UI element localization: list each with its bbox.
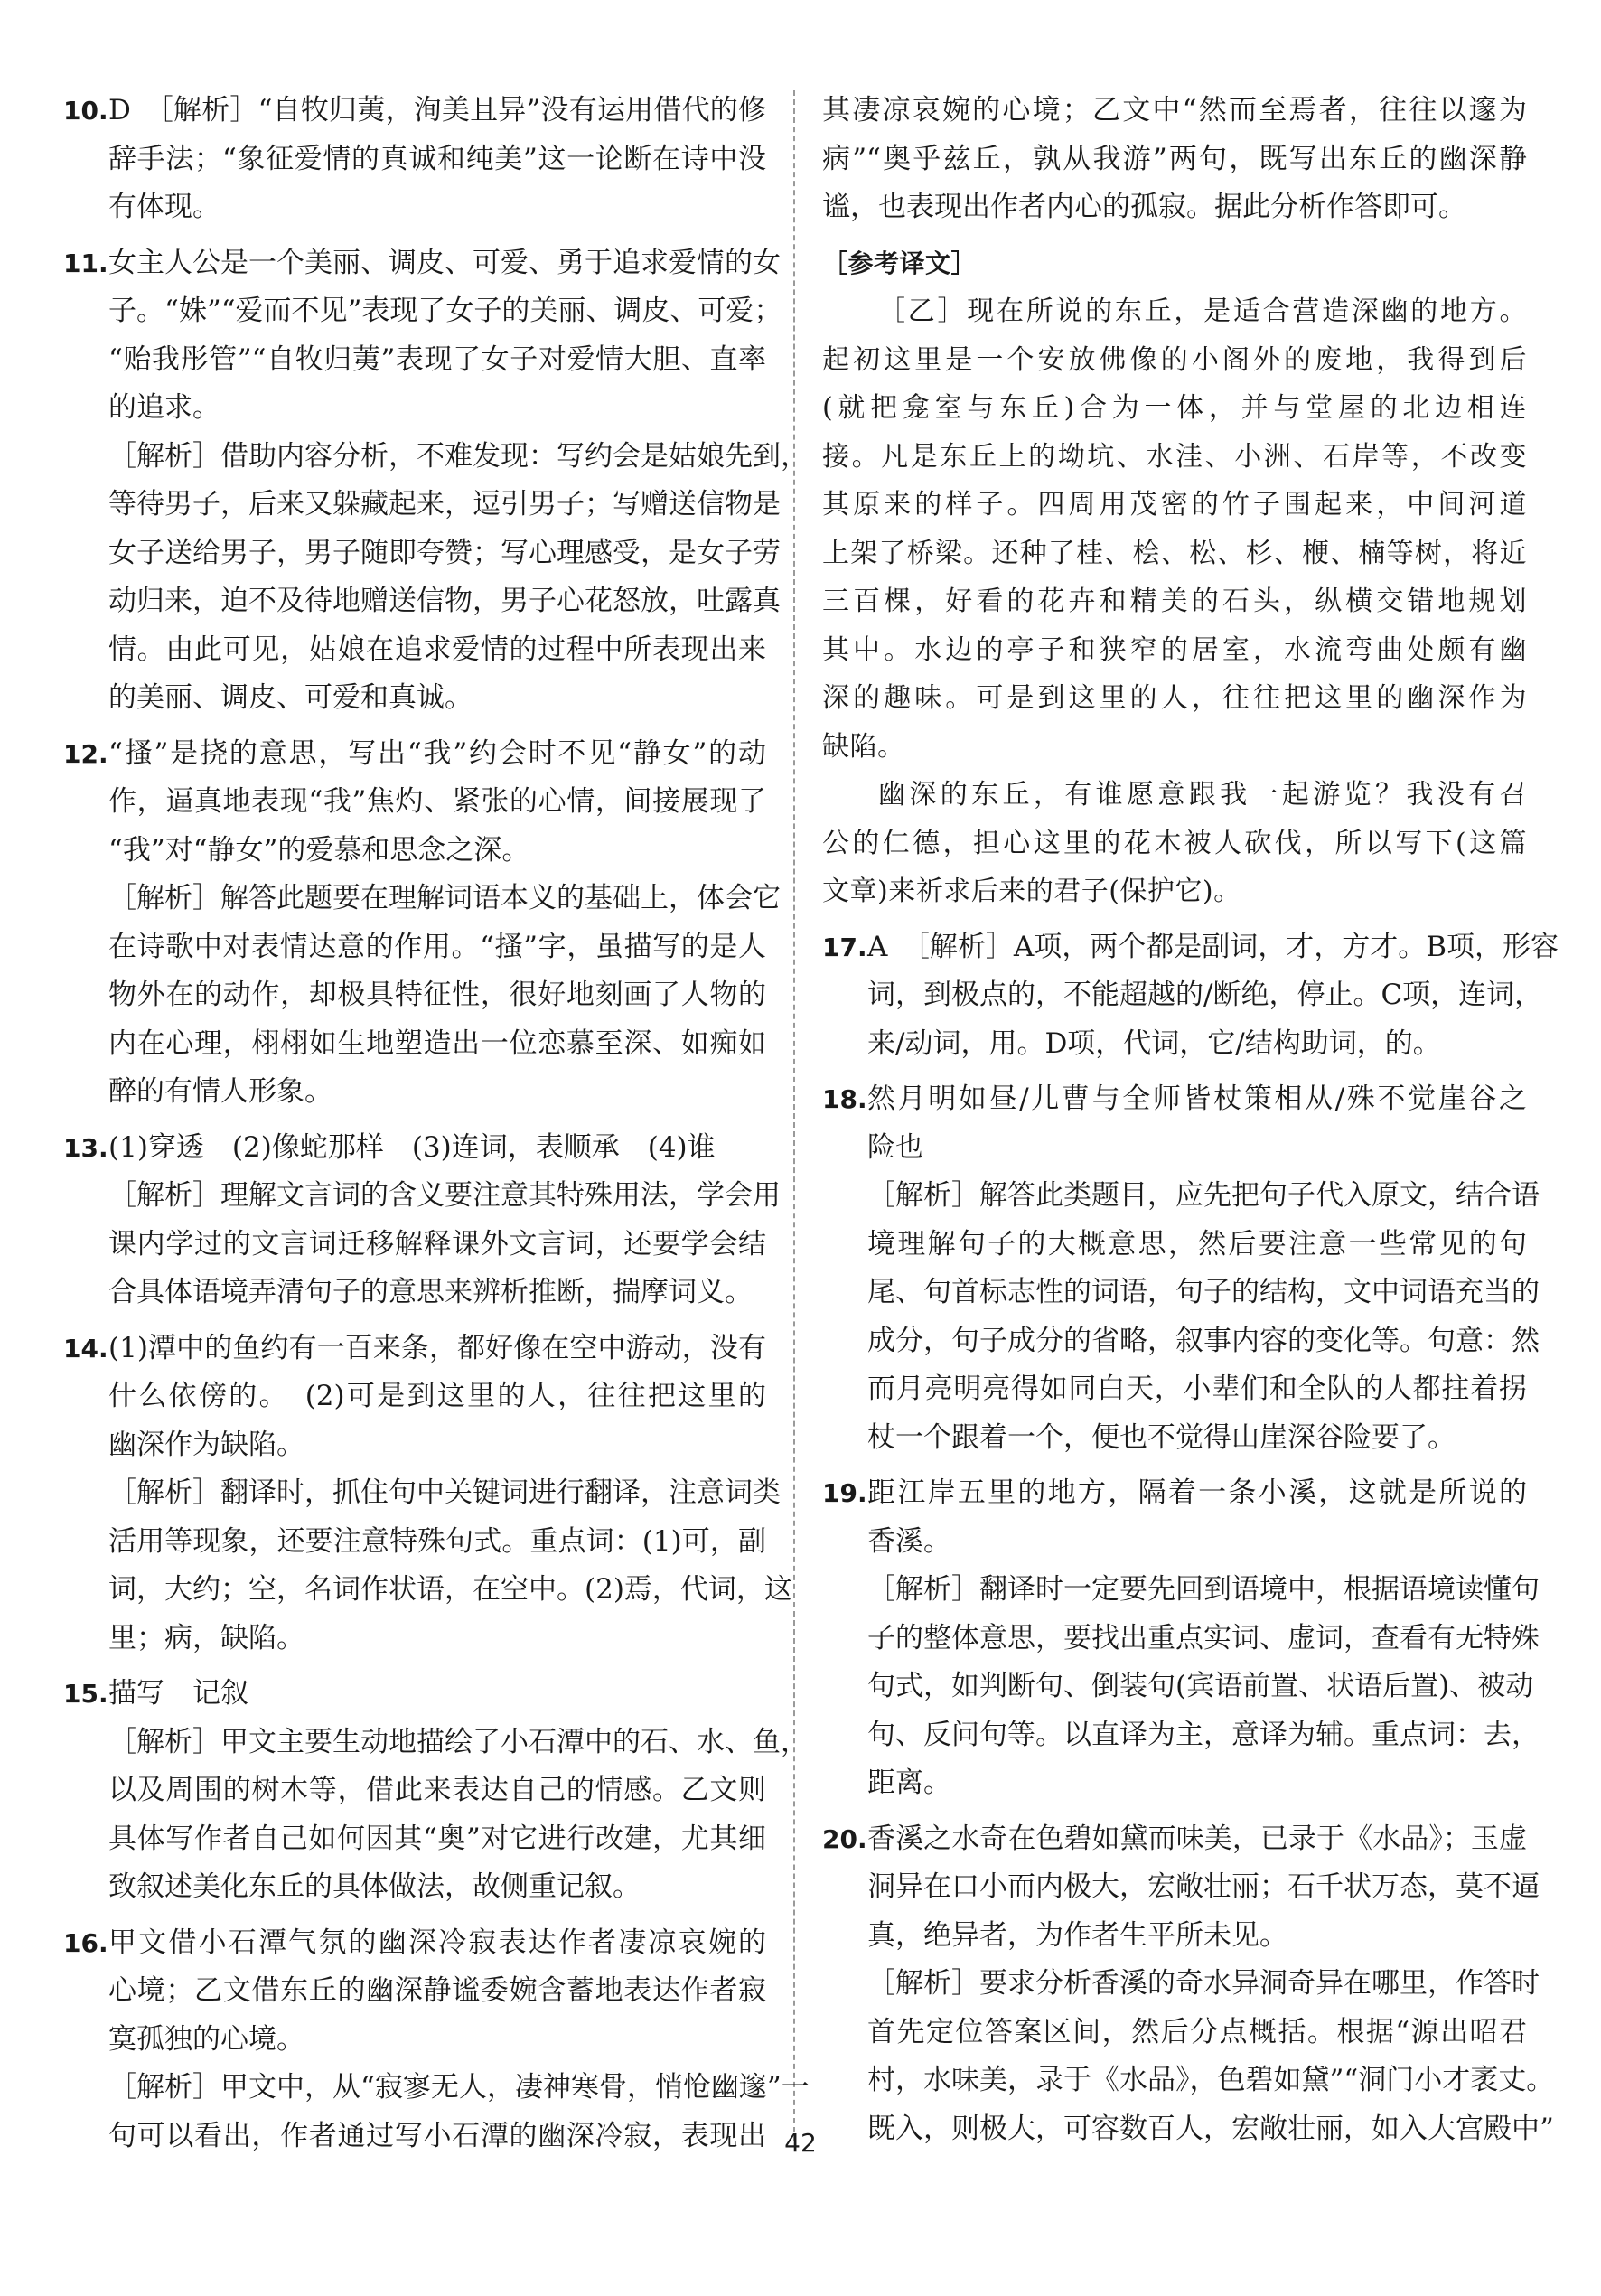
question-number: 14. [63,1333,108,1364]
answer-line: 有体现。 [108,191,220,223]
translation-line: 其中。水边的亭子和狭窄的居室，水流弯曲处颇有幽 [822,633,1527,666]
analysis-line: 醉的有情人形象。 [108,1075,332,1108]
translation-line: ［乙］现在所说的东丘，是适合营造深幽的地方。 [878,295,1527,327]
question-number: 17. [822,932,867,962]
translation-label: ［参考译文］ [822,248,978,278]
analysis-line: ［解析］要求分析香溪的奇水异洞奇异在哪里，作答时 [867,1967,1540,2000]
page-number: 42 [784,2128,817,2158]
answer-line: 作，逼真地表现“我”焦灼、紧张的心情，间接展现了 [108,785,766,818]
question-number: 13. [63,1132,108,1163]
answer-line: “我”对“静女”的爱慕和思念之深。 [108,833,530,867]
translation-line: 公的仁德，担心这里的花木被人砍伐，所以写下(这篇 [822,827,1527,859]
translation-line: 上架了桥梁。还种了桂、桧、松、杉、楩、楠等树，将近 [822,537,1527,569]
translation-line: 其原来的样子。四周用茂密的竹子围起来，中间河道 [822,489,1527,520]
answer-line: 的追求。 [108,391,220,424]
analysis-line: 情。由此可见，姑娘在追求爱情的过程中所表现出来 [108,633,766,666]
analysis-line: 动归来，迫不及待地赠送信物，男子心花怒放，吐露真 [108,585,781,617]
answer-line: 什么依傍的。 (2)可是到这里的人，往往把这里的 [108,1380,766,1412]
answer-line: 10. D ［解析］“自牧归荑，洵美且异”没有运用借代的修 [63,87,766,136]
answer-10 [63,87,766,232]
answer-18 [822,1075,1540,1462]
answer-line: 18. 然月明如昼/儿曹与全师皆杖策相从/殊不觉崖谷之 [822,1075,1527,1124]
translation-line: 起初这里是一个安放佛像的小阁外的废地，我得到后 [822,343,1527,376]
answer-line: 香溪。 [867,1524,951,1558]
answer-line: 19. 距江岸五里的地方，隔着一条小溪，这就是所说的 [822,1469,1527,1518]
analysis-line: 物外在的动作，却极具特征性，很好地刻画了人物的 [108,979,766,1011]
answer-line: 17. A ［解析］A项，两个都是副词，才，方才。B项，形容 [822,923,1527,972]
question-number: 11. [63,248,108,278]
analysis-line: 致叙述美化东丘的具体做法，故侧重记叙。 [108,1870,641,1903]
answer-line: 幽深作为缺陷。 [108,1428,304,1461]
answer-19 [822,1469,1540,1808]
analysis-line: 病”“奥乎兹丘，孰从我游”两句，既写出东丘的幽深静 [822,142,1527,175]
analysis-line: 其凄凉哀婉的心境；乙文中“然而至焉者，往往以邃为 [822,94,1527,127]
analysis-line: 距离。 [867,1767,951,1799]
answer-17 [822,923,1559,1069]
analysis-line: 词，大约；空，名词作状语，在空中。(2)焉，代词，这 [108,1573,792,1606]
analysis-line: ［解析］甲文中，从“寂寥无人，凄神寒骨，悄怆幽邃”一 [108,2071,810,2104]
analysis-line: 内在心理，栩栩如生地塑造出一位恋慕至深、如痴如 [108,1026,766,1060]
question-number: 18. [822,1084,867,1114]
analysis-line: 课内学过的文言词迁移解释课外文言词，还要学会结 [108,1227,766,1260]
answer-14 [63,1325,792,1663]
analysis-line: 具体写作者自己如何因其“奥”对它进行改建，尤其细 [108,1822,766,1855]
answer-line: 20. 香溪之水奇在色碧如黛而味美，已录于《水品》；玉虚 [822,1815,1527,1864]
analysis-line: ［解析］理解文言词的含义要注意其特殊用法，学会用 [108,1179,781,1212]
analysis-line: 杖一个跟着一个，便也不觉得山崖深谷险要了。 [867,1420,1456,1454]
answer-line: 12. “搔”是挠的意思，写出“我”约会时不见“静女”的动 [63,730,766,779]
answer-line: 15. 描写 记叙 [63,1670,766,1719]
analysis-line: 等待男子，后来又躲藏起来，逗引男子；写赠送信物是 [108,488,781,520]
translation-line: (就把龛室与东丘)合为一体，并与堂屋的北边相连 [822,392,1527,424]
answer-line: 心境；乙文借东丘的幽深静谧委婉含蓄地表达作者寂 [108,1974,766,2007]
analysis-line: ［解析］解答此类题目，应先把句子代入原文，结合语 [867,1179,1540,1212]
analysis-line: ［解析］借助内容分析，不难发现：写约会是姑娘先到， [108,439,809,473]
analysis-line: 以及周围的树木等，借此来表达自己的情感。乙文则 [108,1774,766,1806]
answer-16-continued [822,87,1527,232]
analysis-line: 尾、句首标志性的词语，句子的结构，文中词语充当的 [867,1276,1540,1308]
analysis-line: 来/动词，用。D项，代词，它/结构助词，的。 [867,1026,1441,1060]
analysis-line: 女子送给男子，男子随即夸赞；写心理感受，是女子劳 [108,536,781,569]
question-number: 10. [63,96,108,126]
question-number: 20. [822,1823,867,1854]
translation-line: 深的趣味。可是到这里的人，往往把这里的幽深作为 [822,682,1527,714]
analysis-line: 而月亮明亮得如同白天，小辈们和全队的人都拄着拐 [867,1373,1527,1405]
answer-12 [63,730,781,1117]
analysis-line: 境理解句子的大概意思，然后要注意一些常见的句 [867,1227,1527,1260]
analysis-line: 子的整体意思，要找出重点实词、虚词，查看有无特殊 [867,1621,1540,1654]
analysis-line: 句可以看出，作者通过写小石潭的幽深冷寂，表现出 [108,2119,766,2152]
answer-line: 洞异在口小而内极大，宏敞壮丽；石千状万态，莫不逼 [867,1870,1540,1903]
answer-20 [822,1815,1555,2154]
answer-13 [63,1124,781,1317]
translation-line: 幽深的东丘，有谁愿意跟我一起游览？我没有召 [878,779,1527,811]
answer-line: 寞孤独的心境。 [108,2022,304,2056]
analysis-line: 词，到极点的，不能超越的/断绝，停止。C项，连词， [867,979,1543,1011]
translation-line: 接。凡是东丘上的坳坑、水洼、小洲、石岸等，不改变 [822,440,1527,473]
analysis-line: ［解析］甲文主要生动地描绘了小石潭中的石、水、鱼， [108,1725,809,1758]
answer-line: 辞手法；“象征爱情的真诚和纯美”这一论断在诗中没 [108,142,766,175]
analysis-line: 首先定位答案区间，然后分点概括。根据“源出昭君 [867,2015,1527,2048]
answer-11 [63,239,809,723]
analysis-line: ［解析］翻译时一定要先回到语境中，根据语境读懂句 [867,1573,1540,1606]
question-number: 19. [822,1478,867,1508]
analysis-line: 合具体语境弄清句子的意思来辨析推断，揣摩词义。 [108,1276,753,1308]
analysis-line: 谧，也表现出作者内心的孤寂。据此分析作答即可。 [822,191,1466,223]
answer-line: “贻我彤管”“自牧归荑”表现了女子对爱情大胆、直率 [108,342,766,376]
answer-line: 14. (1)潭中的鱼约有一百来条，都好像在空中游动，没有 [63,1325,766,1373]
answer-line: 13. (1)穿透 (2)像蛇那样 (3)连词，表顺承 (4)谁 [63,1124,766,1173]
translation-line: 缺陷。 [822,730,905,763]
analysis-line: 句式，如判断句、倒装句(宾语前置、状语后置)、被动 [867,1670,1534,1702]
reference-translation [822,239,1527,916]
question-number: 16. [63,1927,108,1958]
answer-line: 险也 [867,1130,923,1164]
answer-line: 真，绝异者，为作者生平所未见。 [867,1918,1287,1952]
analysis-line: 既入，则极大，可容数百人，宏敞壮丽，如入大宫殿中” [867,2112,1554,2145]
answer-15 [63,1670,809,1912]
answer-line: 子。“姝”“爱而不见”表现了女子的美丽、调皮、可爱； [108,295,782,327]
right-column [822,87,1559,2160]
column-divider [793,90,795,2141]
analysis-line: 里；病，缺陷。 [108,1621,304,1654]
analysis-line: 村，水味美，录于《水品》，色碧如黛”“洞门小才袤丈。 [867,2064,1555,2096]
analysis-line: 活用等现象，还要注意特殊句式。重点词：(1)可，副 [108,1524,766,1558]
analysis-line: ［解析］翻译时，抓住句中关键词进行翻译，注意词类 [108,1476,781,1509]
translation-line: 三百棵，好看的花卉和精美的石头，纵横交错地规划 [822,586,1527,617]
analysis-line: 句、反问句等。以直译为主，意译为辅。重点词：去， [867,1718,1540,1751]
analysis-line: 的美丽、调皮、可爱和真诚。 [108,681,473,714]
answer-line: 11. 女主人公是一个美丽、调皮、可爱、勇于追求爱情的女 [63,239,766,288]
analysis-line: ［解析］解答此题要在理解词语本义的基础上，体会它 [108,882,781,914]
analysis-line: 成分，句子成分的省略，叙事内容的变化等。句意：然 [867,1324,1540,1357]
answer-line: 16. 甲文借小石潭气氛的幽深冷寂表达作者凄凉哀婉的 [63,1919,766,1968]
question-number: 15. [63,1679,108,1709]
question-number: 12. [63,738,108,769]
translation-line: 文章)来祈求后来的君子(保护它)。 [822,876,1241,907]
analysis-line: 在诗歌中对表情达意的作用。“搔”字，虽描写的是人 [108,930,766,963]
